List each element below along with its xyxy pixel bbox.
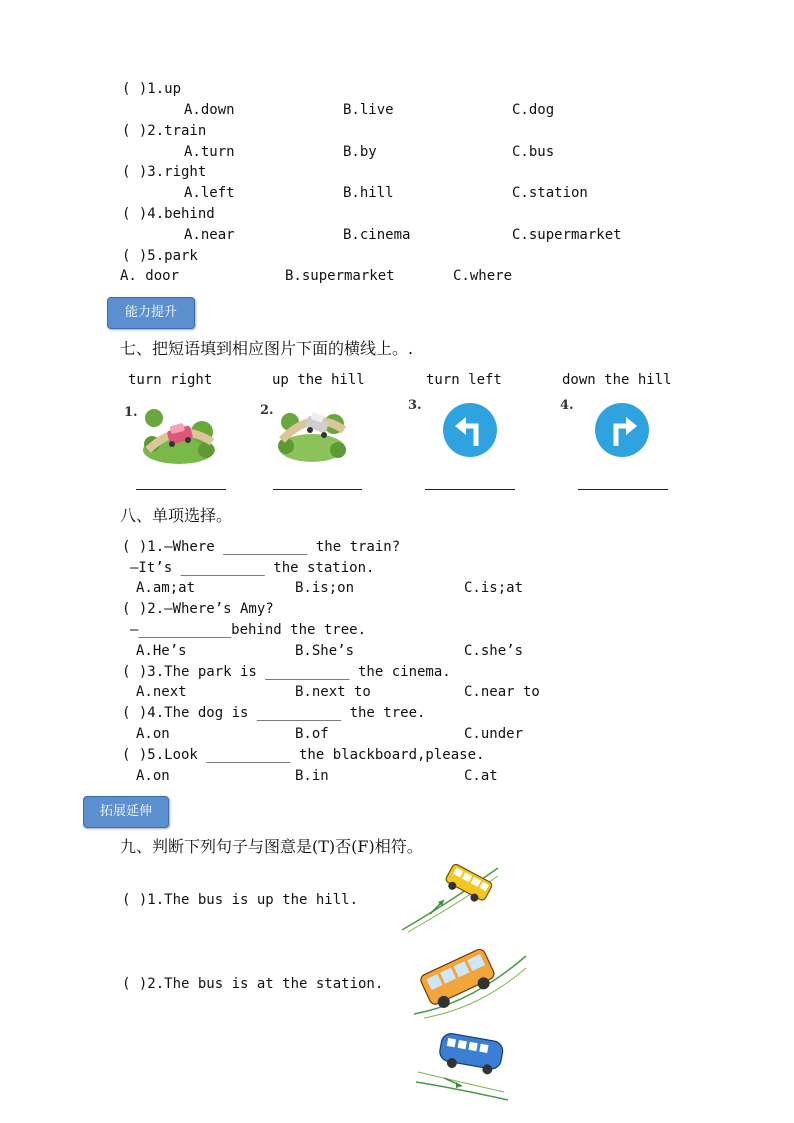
q8-2-stem: ( )2.—Where’s Amy? <box>122 601 274 617</box>
q8-1-c: C.is;at <box>464 580 524 596</box>
q6-5-c: C.where <box>453 268 513 284</box>
q8-5-a: A.on <box>136 768 170 784</box>
q8-5-stem: ( )5.Look __________ the blackboard,please. <box>122 747 485 763</box>
q8-2-b: B.She’s <box>295 643 355 659</box>
turn-right-sign-icon <box>594 402 650 458</box>
phrase-up-the-hill: up the hill <box>272 372 365 388</box>
q8-2-a: A.He’s <box>136 643 187 659</box>
q8-4-c: C.under <box>464 726 524 742</box>
q8-5-c: C.at <box>464 768 498 784</box>
q6-1-b: B.live <box>343 102 394 118</box>
q9-1-stem: ( )1.The bus is up the hill. <box>122 892 359 908</box>
q8-4-b: B.of <box>295 726 329 742</box>
blue-bus-picture <box>414 1028 510 1104</box>
answer-line-4[interactable] <box>578 489 668 490</box>
q6-2-c: C.bus <box>512 144 555 160</box>
q6-3-b: B.hill <box>343 185 394 201</box>
q6-1-stem: ( )1.up <box>122 81 182 97</box>
q9-2-stem: ( )2.The bus is at the station. <box>122 976 384 992</box>
ability-badge: 能力提升 <box>107 297 195 329</box>
q8-1-b: B.is;on <box>295 580 355 596</box>
q6-5-b: B.supermarket <box>285 268 395 284</box>
pic-number-4: 4. <box>560 398 574 413</box>
q8-2-c: C.she’s <box>464 643 524 659</box>
q8-3-b: B.next to <box>295 684 371 700</box>
answer-line-1[interactable] <box>136 489 226 490</box>
q8-1-stem: ( )1.—Where __________ the train? <box>122 539 401 555</box>
section9-title: 九、判断下列句子与图意是(T)否(F)相符。 <box>120 837 423 856</box>
q8-2-answer-line: —___________behind the tree. <box>130 622 367 638</box>
bus-up-hill-picture <box>400 862 500 934</box>
q6-4-stem: ( )4.behind <box>122 206 215 222</box>
section7-title: 七、把短语填到相应图片下面的横线上。. <box>120 339 414 358</box>
bus-down-hill-picture <box>410 944 528 1020</box>
section8-title: 八、单项选择。 <box>120 506 233 525</box>
car-hill-picture-2 <box>276 400 348 464</box>
q8-4-stem: ( )4.The dog is __________ the tree. <box>122 705 426 721</box>
car-hill-picture-1 <box>140 400 218 466</box>
q8-3-a: A.next <box>136 684 187 700</box>
q6-4-b: B.cinema <box>343 227 411 243</box>
phrase-turn-left: turn left <box>426 372 502 388</box>
q8-1-a: A.am;at <box>136 580 196 596</box>
pic-number-1: 1. <box>124 405 138 420</box>
q8-3-c: C.near to <box>464 684 540 700</box>
q8-1-answer-line: —It’s __________ the station. <box>130 560 375 576</box>
answer-line-3[interactable] <box>425 489 515 490</box>
pic-number-2: 2. <box>260 403 274 418</box>
q6-1-c: C.dog <box>512 102 555 118</box>
q6-3-a: A.left <box>184 185 235 201</box>
q6-3-c: C.station <box>512 185 588 201</box>
q6-2-stem: ( )2.train <box>122 123 207 139</box>
q8-5-b: B.in <box>295 768 329 784</box>
q8-4-a: A.on <box>136 726 170 742</box>
pic-number-3: 3. <box>408 398 422 413</box>
phrase-turn-right: turn right <box>128 372 213 388</box>
phrase-down-the-hill: down the hill <box>562 372 672 388</box>
q6-4-c: C.supermarket <box>512 227 622 243</box>
q6-5-stem: ( )5.park <box>122 248 198 264</box>
q8-3-stem: ( )3.The park is __________ the cinema. <box>122 664 451 680</box>
turn-left-sign-icon <box>442 402 498 458</box>
q6-3-stem: ( )3.right <box>122 164 207 180</box>
q6-2-a: A.turn <box>184 144 235 160</box>
q6-4-a: A.near <box>184 227 235 243</box>
q6-1-a: A.down <box>184 102 235 118</box>
q6-5-a: A. door <box>120 268 180 284</box>
extension-badge: 拓展延伸 <box>83 796 169 828</box>
q6-2-b: B.by <box>343 144 377 160</box>
answer-line-2[interactable] <box>273 489 362 490</box>
